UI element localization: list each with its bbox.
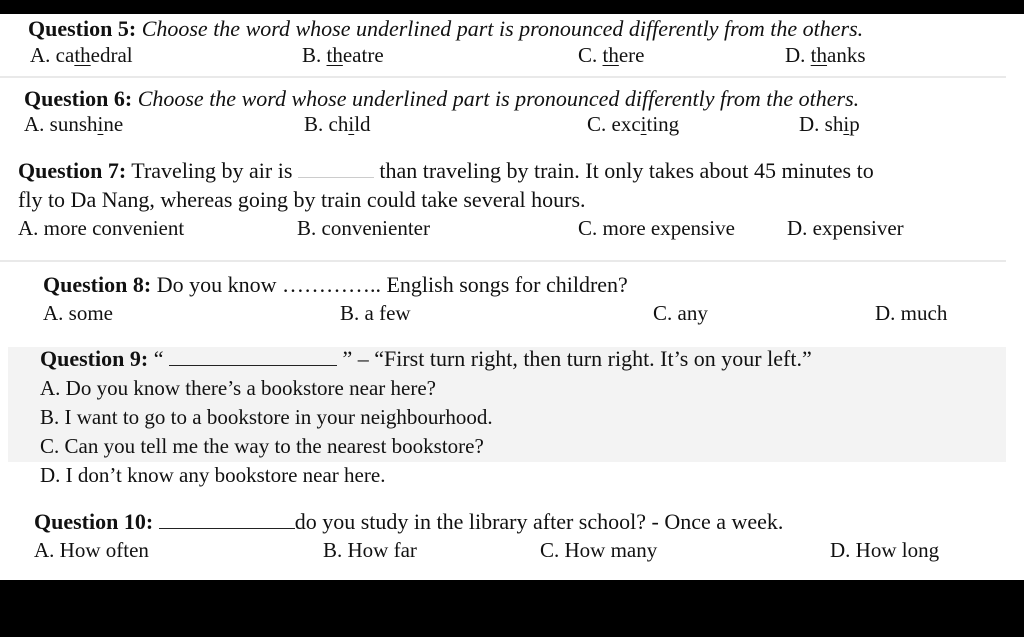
option-d: D. expensiver xyxy=(787,216,904,240)
option-a: A. sunshine xyxy=(24,112,124,136)
question-5-text: Choose the word whose underlined part is pronounced differently from the others. xyxy=(141,16,864,41)
question-7-stem-line-2: fly to Da Nang, whereas going by train could take several hours. xyxy=(18,187,586,212)
question-8-text: Do you know ………….. English songs for children? xyxy=(156,272,628,297)
answer-blank xyxy=(159,528,295,529)
option-c: C. there xyxy=(578,43,645,67)
divider xyxy=(0,260,1006,262)
question-6-label: Question 6: xyxy=(24,86,133,111)
option-a: A. more convenient xyxy=(18,216,185,240)
question-10-stem xyxy=(34,509,783,535)
top-black-bar xyxy=(0,0,1024,14)
option-d: D. How long xyxy=(830,538,940,562)
answer-blank xyxy=(169,365,337,366)
option-b: B. child xyxy=(304,112,371,136)
question-10-label: Question 10: xyxy=(34,509,154,534)
option-c: C. more expensive xyxy=(578,216,735,240)
question-9-label: Question 9: xyxy=(40,346,149,371)
question-5-label: Question 5: xyxy=(28,16,137,41)
question-8-stem xyxy=(43,272,628,298)
question-5-stem xyxy=(28,16,863,42)
option-c: C. How many xyxy=(540,538,658,562)
option-b: B. How far xyxy=(323,538,417,562)
option-c: C. exciting xyxy=(587,112,680,136)
option-d: D. ship xyxy=(799,112,860,136)
question-9-option-a: A. Do you know there’s a bookstore near here? xyxy=(40,376,436,400)
question-7-text-after: than traveling by train. It only takes about 45 minutes to xyxy=(379,158,874,183)
option-d: D. much xyxy=(875,301,948,325)
option-b: B. theatre xyxy=(302,43,384,67)
question-9-option-d: D. I don’t know any bookstore near here. xyxy=(40,463,386,487)
question-7-label: Question 7: xyxy=(18,158,127,183)
question-9-text: ” – “First turn right, then turn right. It’s on your left.” xyxy=(342,346,812,371)
divider xyxy=(0,76,1006,78)
worksheet xyxy=(0,14,1024,580)
option-b: B. a few xyxy=(340,301,411,325)
question-7-stem xyxy=(18,158,874,184)
question-8-label: Question 8: xyxy=(43,272,152,297)
option-c: C. any xyxy=(653,301,708,325)
option-d: D. thanks xyxy=(785,43,866,67)
question-9-stem: Question 9: “ ” – “First turn right, then turn right. It’s on your left.” xyxy=(40,346,812,371)
question-9-option-c: C. Can you tell me the way to the nearest bookstore? xyxy=(40,434,484,458)
question-10-text: do you study in the library after school? - Once a week. xyxy=(294,509,784,534)
question-7-text-before: Traveling by air is xyxy=(131,158,293,183)
option-a: A. some xyxy=(43,301,113,325)
bottom-black-bar xyxy=(0,580,1024,637)
question-6-text: Choose the word whose underlined part is pronounced differently from the others. xyxy=(137,86,860,111)
option-a: A. How often xyxy=(34,538,149,562)
question-9-option-b: B. I want to go to a bookstore in your neighbourhood. xyxy=(40,405,493,429)
answer-blank xyxy=(298,177,374,178)
option-a: A. cathedral xyxy=(30,43,133,67)
question-6-stem xyxy=(24,86,859,112)
option-b: B. convenienter xyxy=(297,216,430,240)
